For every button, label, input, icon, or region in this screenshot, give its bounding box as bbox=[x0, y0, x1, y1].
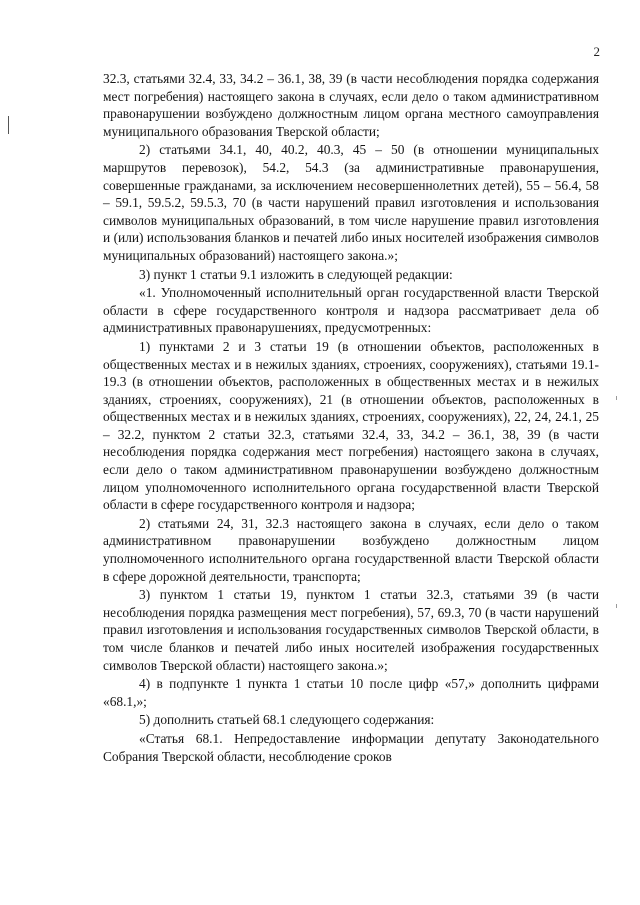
paragraph: «Статья 68.1. Непредоставление информации депутату Законодательного Собрания Тверской области, несоблюдение сроков bbox=[103, 730, 599, 764]
scan-dot bbox=[616, 604, 617, 608]
paragraph: 2) статьями 34.1, 40, 40.2, 40.3, 45 – 50 (в отношении муниципальных маршрутов перевозок), 54.2, 54.3 (за административные правонарушения, совершенные гражданами, за исключением несовершеннолетних детей), 55 – 56.4, 58 – 59.1, 59.5.2, 59.5.3, 70 (в части нарушений правил изготовления и использования символов муниципальных образований, в том числе нарушение правил изготовления и (или) использования бланков и печатей либо иных носителей изображения символов муниципальных образований) настоящего закона.»; bbox=[103, 142, 599, 263]
paragraph: 4) в подпункте 1 пункта 1 статьи 10 после цифр «57,» дополнить цифрами «68.1,»; bbox=[103, 676, 599, 709]
paragraph: 32.3, статьями 32.4, 33, 34.2 – 36.1, 38, 39 (в части несоблюдения порядка содержания мест погребения) настоящего закона в случаях, если дело о таком административном правонарушении возбуждено должностным лицом органа местного самоуправления муниципального образования Тверской области; bbox=[103, 71, 599, 139]
document-body bbox=[103, 70, 599, 766]
paragraph: 3) пункт 1 статьи 9.1 изложить в следующей редакции: bbox=[139, 266, 453, 282]
paragraph: 1) пунктами 2 и 3 статьи 19 (в отношении объектов, расположенных в общественных местах и в нежилых зданиях, строениях, сооружениях), статьями 19.1- 19.3 (в отношении объектов, расположенных в общественных местах и в нежилых зданиях, строениях, сооружениях), 21 (в отношении объектов, расположенных в общественных местах и в нежилых зданиях, строениях, сооружениях), 22, 24, 24.1, 25 – 32.2, пунктом 2 статьи 32.3, статьями 32.4, 33, 34.2 – 36.1, 38, 39 (в части несоблюдения порядка содержания мест погребения) настоящего закона в случаях, если дело о таком административном правонарушении возбуждено должностным лицом уполномоченного исполнительного органа государственной власти Тверской области в сфере государственного контроля и надзора; bbox=[103, 338, 599, 513]
scan-dot bbox=[616, 396, 617, 400]
page-number: 2 bbox=[593, 44, 600, 59]
paragraph: 2) статьями 24, 31, 32.3 настоящего закона в случаях, если дело о таком административном правонарушении возбуждено должностным лицом уполномоченного исполнительного органа государственной власти Тверской области в сфере дорожной деятельности, транспорта; bbox=[103, 515, 599, 584]
paragraph: 3) пунктом 1 статьи 19, пунктом 1 статьи 32.3, статьями 39 (в части несоблюдения порядка размещения мест погребения), 57, 69.3, 70 (в части нарушений правил изготовления и использования государственных символов Тверской области, в том числе бланков и печатей либо иных носителей изображения государственных символов Тверской области) настоящего закона.»; bbox=[103, 587, 599, 673]
paragraph: 5) дополнить статьей 68.1 следующего содержания: bbox=[139, 712, 435, 728]
margin-mark bbox=[8, 116, 9, 134]
paragraph: «1. Уполномоченный исполнительный орган государственной власти Тверской области в сфере государственного контроля и надзора рассматривает дела об административных правонарушениях, предусмотренных: bbox=[103, 285, 599, 336]
